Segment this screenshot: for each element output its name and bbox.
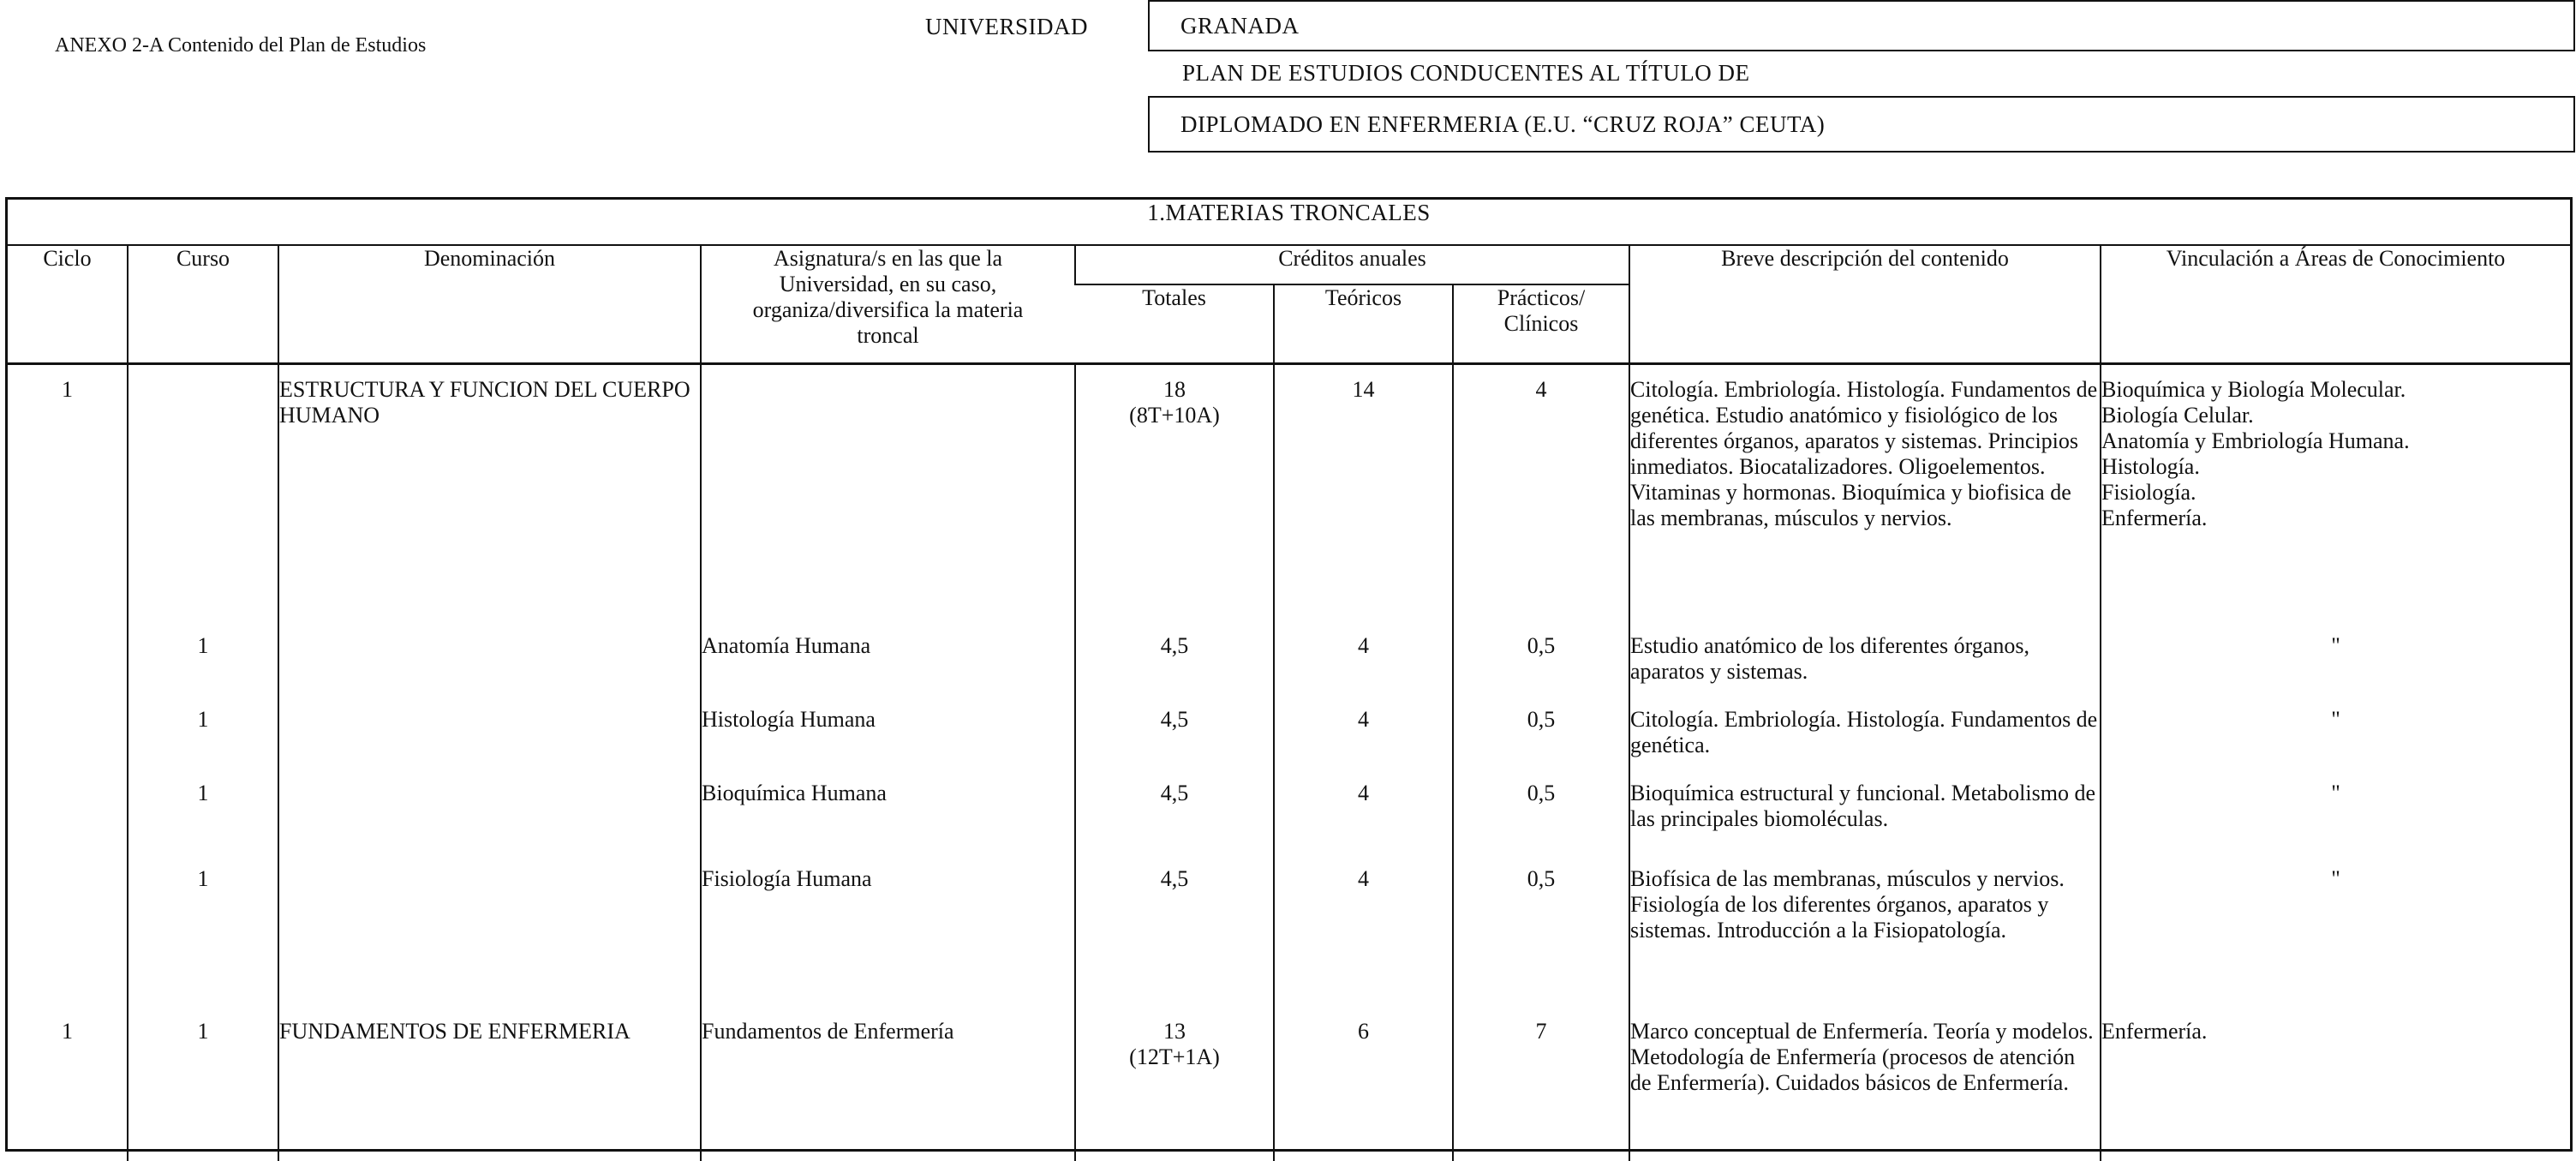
table-row: [8, 769, 2570, 854]
annex-label: ANEXO 2-A Contenido del Plan de Estudios: [55, 34, 427, 57]
cell-curso: 1: [128, 769, 278, 854]
cell-vinculacion: [2101, 621, 2570, 695]
cell-totales: [1075, 854, 1274, 1007]
totales-value: 18: [1163, 377, 1186, 402]
cell-denominacion: [278, 695, 701, 769]
col-header-teoricos: Teóricos: [1274, 284, 1453, 364]
cell-denominacion: ESTRUCTURA Y FUNCION DEL CUERPO HUMANO: [278, 364, 701, 621]
col-header-practicos: Prácticos/ Clínicos: [1453, 284, 1629, 364]
cell-ciclo: [8, 769, 128, 854]
cell-teoricos: 4: [1274, 769, 1453, 854]
cell-teoricos: 4: [1274, 695, 1453, 769]
cell-totales: [1075, 621, 1274, 695]
ditto-mark: ": [2331, 865, 2340, 891]
totales-value: 13: [1163, 1018, 1186, 1044]
knowledge-area: Enfermería.: [2101, 1018, 2208, 1044]
cell-curso: 1: [128, 695, 278, 769]
totales-value: 4,5: [1160, 865, 1189, 891]
cell-teoricos: 4: [1274, 854, 1453, 1007]
col-header-descripcion: Breve descripción del contenido: [1629, 245, 2101, 364]
knowledge-area: Anatomía y Embriología Humana.: [2101, 428, 2410, 453]
cell-denominacion: [278, 854, 701, 1007]
cell-descripcion: Citología. Embriología. Histología. Fundamentos de genética.: [1629, 695, 2101, 769]
col-header-totales: Totales: [1075, 284, 1274, 364]
cell-asignatura: Anatomía Humana: [701, 621, 1075, 695]
table-row: [8, 854, 2570, 1007]
plan-label: PLAN DE ESTUDIOS CONDUCENTES AL TÍTULO DE: [1182, 60, 1750, 86]
cell-descripcion: Biofísica de las membranas, músculos y nervios. Fisiología de los diferentes órganos, aparatos y sistemas. Introducción a la Fisiopatología.: [1629, 854, 2101, 1007]
col-header-curso: Curso: [128, 245, 278, 364]
cell-vinculacion: [2101, 695, 2570, 769]
cell-ciclo: 1: [62, 1018, 73, 1044]
cell-curso: 1: [128, 621, 278, 695]
cell-practicos: 0,5: [1453, 769, 1629, 854]
totales-detail: (12T+1A): [1129, 1044, 1220, 1069]
cell-descripcion: Estudio anatómico de los diferentes órganos, aparatos y sistemas.: [1629, 621, 2101, 695]
ditto-mark: ": [2331, 632, 2340, 658]
university-label: UNIVERSIDAD: [925, 14, 1088, 39]
totales-detail: (8T+10A): [1129, 403, 1220, 428]
cell-practicos: 4: [1453, 364, 1629, 621]
col-header-creditos: Créditos anuales: [1075, 245, 1629, 284]
cell-asignatura: Fisiología Humana: [701, 854, 1075, 1007]
cell-descripcion: Marco conceptual de Enfermería. Teoría y modelos. Metodología de Enfermería (procesos de atención de Enfermería). Cuidados básicos de Enfermería.: [1629, 1007, 2101, 1161]
table-row: [8, 364, 2570, 621]
col-header-denominacion: Denominación: [278, 245, 701, 364]
cell-vinculacion: [2101, 854, 2570, 1007]
cell-descripcion: Citología. Embriología. Histología. Fundamentos de genética. Estudio anatómico y fisiológico de los diferentes órganos, aparatos y sistemas. Principios inmediatos. Biocatalizadores. Oligoelementos. Vitaminas y hormonas. Bioquímica y biofisica de las membranas, músculos y nervios.: [1629, 364, 2101, 621]
cell-denominacion: [278, 769, 701, 854]
table-row: [8, 621, 2570, 695]
cell-vinculacion: [2101, 769, 2570, 854]
cell-totales: [1075, 695, 1274, 769]
knowledge-area: Enfermería.: [2101, 506, 2208, 530]
cell-totales: [1075, 769, 1274, 854]
knowledge-area: Fisiología.: [2101, 480, 2196, 505]
cell-teoricos: 14: [1274, 364, 1453, 621]
cell-curso: 1: [128, 854, 278, 1007]
cell-asignatura: Fundamentos de Enfermería: [701, 1007, 1075, 1161]
col-header-asignaturas: Asignatura/s en las que la Universidad, en su caso, organiza/diversifica la materia troncal: [701, 245, 1075, 364]
cell-vinculacion: [2101, 1007, 2570, 1161]
table-row: [8, 1007, 2570, 1161]
cell-asignatura: Histología Humana: [701, 695, 1075, 769]
cell-denominacion: [278, 621, 701, 695]
cell-totales: [1075, 1007, 1274, 1161]
university-box: [1148, 0, 2575, 51]
cell-teoricos: 4: [1274, 621, 1453, 695]
cell-ciclo: 1: [62, 377, 73, 402]
col-header-vinculacion: Vinculación a Áreas de Conocimiento: [2101, 245, 2570, 364]
cell-asignatura: [701, 364, 1075, 621]
cell-vinculacion: [2101, 364, 2570, 621]
totales-value: 4,5: [1160, 632, 1189, 658]
knowledge-area: Biología Celular.: [2101, 403, 2254, 428]
cell-practicos: 7: [1453, 1007, 1629, 1161]
cell-asignatura: Bioquímica Humana: [701, 769, 1075, 854]
knowledge-area: Bioquímica y Biología Molecular.: [2101, 377, 2406, 402]
degree-box: [1148, 96, 2575, 153]
cell-descripcion: Bioquímica estructural y funcional. Metabolismo de las principales biomoléculas.: [1629, 769, 2101, 854]
table-row: [8, 695, 2570, 769]
totales-value: 4,5: [1160, 706, 1189, 732]
cell-denominacion: FUNDAMENTOS DE ENFERMERIA: [278, 1007, 701, 1161]
ditto-mark: ": [2331, 780, 2340, 805]
totales-value: 4,5: [1160, 780, 1189, 805]
section-title: 1.MATERIAS TRONCALES: [8, 200, 2570, 245]
cell-practicos: 0,5: [1453, 695, 1629, 769]
cell-totales: [1075, 364, 1274, 621]
cell-ciclo: [8, 695, 128, 769]
degree-title: DIPLOMADO EN ENFERMERIA (E.U. “CRUZ ROJA” CEUTA): [1180, 111, 1826, 137]
cell-curso: [128, 364, 278, 621]
col-header-ciclo: Ciclo: [8, 245, 128, 364]
university-name: GRANADA: [1180, 12, 1300, 39]
ditto-mark: ": [2331, 706, 2340, 732]
cell-teoricos: 6: [1274, 1007, 1453, 1161]
cell-practicos: 0,5: [1453, 854, 1629, 1007]
cell-ciclo: [8, 854, 128, 1007]
cell-curso: 1: [128, 1007, 278, 1161]
plan-table: [8, 200, 2570, 1161]
cell-ciclo: [8, 621, 128, 695]
cell-practicos: 0,5: [1453, 621, 1629, 695]
knowledge-area: Histología.: [2101, 454, 2200, 479]
table-body: [8, 364, 2570, 1161]
